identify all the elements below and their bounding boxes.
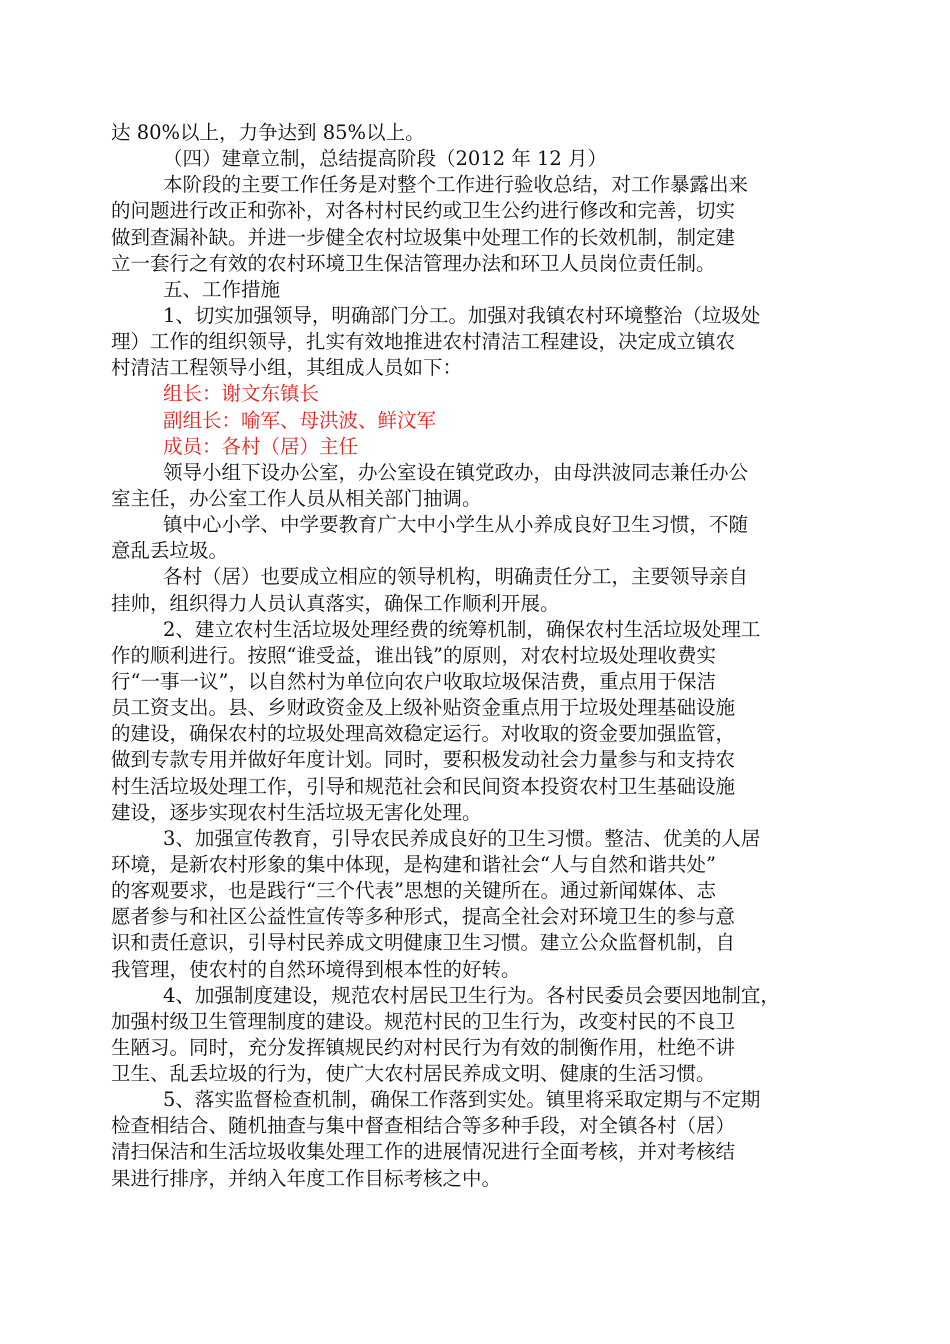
document-line: 村生活垃圾处理工作，引导和规范社会和民间资本投资农村卫生基础设施 [111,774,736,798]
document-line: 识和责任意识，引导村民养成文明健康卫生习惯。建立公众监督机制，自 [111,931,736,955]
document-line: 的客观要求，也是践行“三个代表”思想的关键所在。通过新闻媒体、志 [111,879,716,903]
document-line: 卫生、乱丢垃圾的行为，使广大农村居民养成文明、健康的生活习惯。 [111,1062,716,1086]
document-line: 清扫保洁和生活垃圾收集处理工作的进展情况进行全面考核，并对考核结 [111,1140,736,1164]
document-line: 建设，逐步实现农村生活垃圾无害化处理。 [111,800,482,824]
document-line: 1、切实加强领导，明确部门分工。加强对我镇农村环境整治（垃圾处 [163,303,761,327]
document-line: 立一套行之有效的农村环境卫生保洁管理办法和环卫人员岗位责任制。 [111,251,716,275]
document-line: 做到查漏补缺。并进一步健全农村垃圾集中处理工作的长效机制，制定建 [111,225,736,249]
document-line: 本阶段的主要工作任务是对整个工作进行验收总结，对工作暴露出来 [163,173,749,197]
document-line: 副组长：喻军、母洪波、鲜汶军 [163,408,437,432]
document-line: 意乱丢垃圾。 [111,539,229,563]
document-line: 的建设，确保农村的垃圾处理高效稳定运行。对收取的资金要加强监管， [111,722,736,746]
document-line: 理）工作的组织领导，扎实有效地推进农村清洁工程建设，决定成立镇农 [111,330,736,354]
document-line: （四）建章立制，总结提高阶段（2012 年 12 月） [163,147,608,171]
document-line: 做到专款专用并做好年度计划。同时，要积极发动社会力量参与和支持农 [111,748,736,772]
document-line: 员工资支出。县、乡财政资金及上级补贴资金重点用于垃圾处理基础设施 [111,696,736,720]
document-line: 3、加强宣传教育，引导农民养成良好的卫生习惯。整洁、优美的人居 [163,826,761,850]
document-line: 我管理，使农村的自然环境得到根本性的好转。 [111,957,521,981]
document-line: 挂帅，组织得力人员认真落实，确保工作顺利开展。 [111,591,560,615]
document-line: 行“一事一议”，以自然村为单位向农户收取垃圾保洁费，重点用于保洁 [111,669,716,693]
document-line: 环境，是新农村形象的集中体现，是构建和谐社会“人与自然和谐共处” [111,852,716,876]
document-line: 各村（居）也要成立相应的领导机构，明确责任分工，主要领导亲自 [163,565,749,589]
document-line: 镇中心小学、中学要教育广大中小学生从小养成良好卫生习惯，不随 [163,513,749,537]
document-line: 五、工作措施 [163,277,281,301]
document-body [111,120,871,1192]
document-line: 村清洁工程领导小组，其组成人员如下： [111,356,463,380]
document-line: 4、加强制度建设，规范农村居民卫生行为。各村民委员会要因地制宜， [163,983,780,1007]
document-line: 2、建立农村生活垃圾处理经费的统筹机制，确保农村生活垃圾处理工 [163,617,761,641]
document-line: 5、落实监督检查机制，确保工作落到实处。镇里将采取定期与不定期 [163,1088,761,1112]
document-line: 达 80%以上，力争达到 85%以上。 [111,121,425,144]
document-line: 成员：各村（居）主任 [163,434,359,458]
document-line: 组长：谢文东镇长 [163,382,320,406]
document-line: 加强村级卫生管理制度的建设。规范村民的卫生行为，改变村民的不良卫 [111,1009,736,1033]
document-line: 生陋习。同时，充分发挥镇规民约对村民行为有效的制衡作用，杜绝不讲 [111,1035,736,1059]
document-line: 的问题进行改正和弥补，对各村村民约或卫生公约进行修改和完善，切实 [111,199,736,223]
document-line: 室主任，办公室工作人员从相关部门抽调。 [111,486,482,510]
document-line: 作的顺利进行。按照“谁受益，谁出钱”的原则，对农村垃圾处理收费实 [111,643,716,667]
document-line: 果进行排序，并纳入年度工作目标考核之中。 [111,1166,502,1190]
document-line: 愿者参与和社区公益性宣传等多种形式，提高全社会对环境卫生的参与意 [111,905,736,929]
document-line: 检查相结合、随机抽查与集中督查相结合等多种手段，对全镇各村（居） [111,1114,736,1138]
document-line: 领导小组下设办公室，办公室设在镇党政办，由母洪波同志兼任办公 [163,460,749,484]
